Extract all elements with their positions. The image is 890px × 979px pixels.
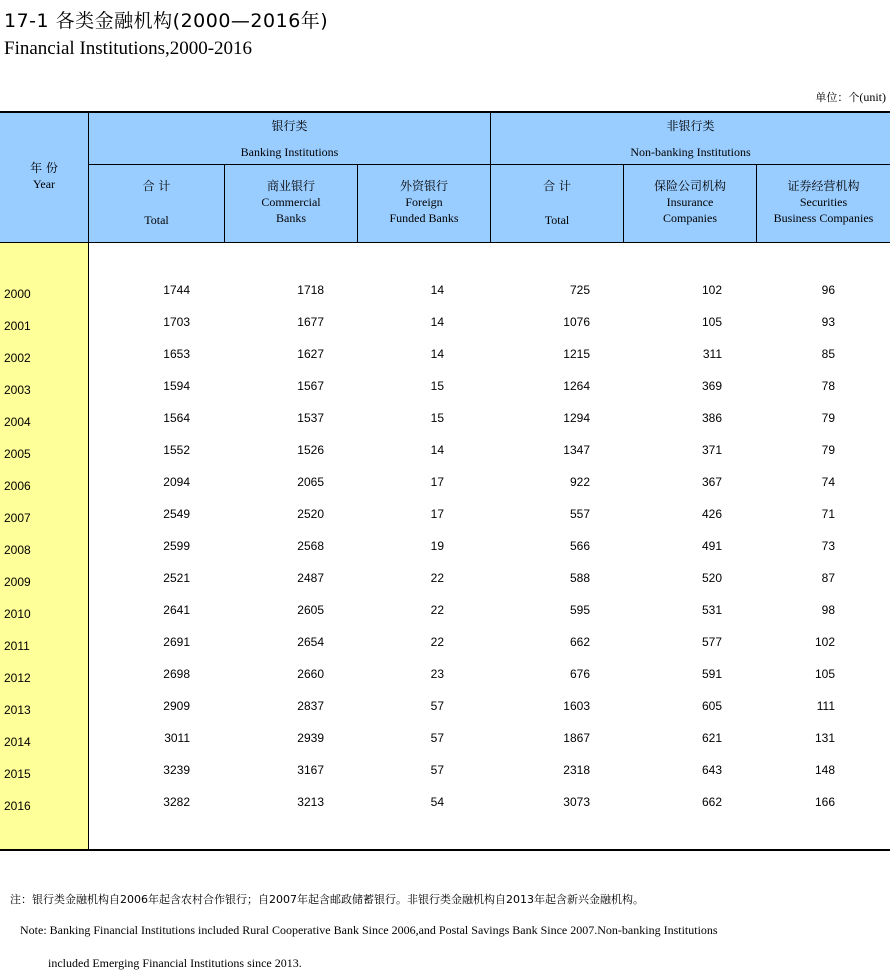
- row-year: 2001: [4, 319, 31, 333]
- table-bottom-rule: [0, 849, 890, 851]
- table-cell: 2837: [297, 699, 324, 713]
- table-cell: 2521: [163, 571, 190, 585]
- unit-label-cn: 单位：个: [815, 91, 860, 104]
- table-row: [0, 699, 890, 719]
- row-year: 2011: [4, 639, 30, 653]
- table-cell: 1603: [563, 699, 590, 713]
- page-title-en: Financial Institutions,2000-2016: [4, 38, 253, 59]
- row-year: 2003: [4, 383, 31, 397]
- table-cell: 557: [569, 507, 590, 521]
- table-cell: 595: [569, 603, 590, 617]
- year-header-en: Year: [32, 177, 56, 191]
- table-cell: 1526: [297, 443, 324, 457]
- table-cell: 725: [569, 283, 590, 297]
- table-cell: 2520: [297, 507, 324, 521]
- table-cell: 1677: [297, 315, 324, 329]
- table-cell: 54: [430, 795, 444, 809]
- row-year: 2010: [4, 607, 31, 621]
- footnote-cn: 注：银行类金融机构自2006年起含农村合作银行；自2007年起含邮政储蓄银行。非银行类金融机构自2013年起含新兴金融机构。: [10, 893, 644, 906]
- table-cell: 14: [430, 315, 444, 329]
- table-cell: 2065: [297, 475, 324, 489]
- table-cell: 577: [701, 635, 722, 649]
- table-cell: 96: [821, 283, 835, 297]
- table-row: [0, 379, 890, 399]
- table-cell: 2605: [297, 603, 324, 617]
- row-year: 2007: [4, 511, 31, 525]
- table-cell: 15: [430, 411, 444, 425]
- table-row: [0, 507, 890, 527]
- table-cell: 676: [569, 667, 590, 681]
- table-cell: 1744: [163, 283, 190, 297]
- table-cell: 93: [821, 315, 835, 329]
- table-cell: 1076: [563, 315, 590, 329]
- table-cell: 78: [821, 379, 835, 393]
- table-cell: 367: [701, 475, 722, 489]
- table-row: [0, 347, 890, 367]
- row-year: 2004: [4, 415, 31, 429]
- table-cell: 22: [430, 571, 444, 585]
- table-cell: 1718: [297, 283, 324, 297]
- page-title-cn: 17-1 各类金融机构(2000—2016年): [4, 10, 329, 32]
- row-year: 2000: [4, 287, 31, 301]
- year-header: [0, 160, 88, 192]
- unit-label-en: (unit): [859, 90, 886, 104]
- table-cell: 588: [569, 571, 590, 585]
- table-row: [0, 795, 890, 815]
- table-cell: 1215: [563, 347, 590, 361]
- table-cell: 643: [701, 763, 722, 777]
- column-header-commercial-banks: [225, 178, 357, 226]
- footnote-en-line2: included Emerging Financial Institutions since 2013.: [48, 956, 302, 970]
- table-cell: 87: [821, 571, 835, 585]
- column-header-en1: Securities: [799, 195, 848, 209]
- table-cell: 369: [701, 379, 722, 393]
- table-cell: 1594: [163, 379, 190, 393]
- table-row: [0, 539, 890, 559]
- unit-label: [815, 89, 886, 105]
- table-row: [0, 635, 890, 655]
- table-cell: 520: [701, 571, 722, 585]
- banking-group-cn: 银行类: [271, 119, 308, 133]
- table-cell: 79: [821, 411, 835, 425]
- column-header-en1: Foreign: [405, 195, 443, 209]
- column-header-en2: Business Companies: [773, 211, 874, 225]
- table-cell: 491: [701, 539, 722, 553]
- table-cell: 1564: [163, 411, 190, 425]
- table-cell: 2691: [163, 635, 190, 649]
- table-cell: 148: [814, 763, 835, 777]
- table-cell: 662: [701, 795, 722, 809]
- table-cell: 166: [814, 795, 835, 809]
- nonbanking-group-cn: 非银行类: [666, 119, 715, 133]
- table-cell: 922: [569, 475, 590, 489]
- table-cell: 14: [430, 443, 444, 457]
- table-cell: 2094: [163, 475, 190, 489]
- table-cell: 73: [821, 539, 835, 553]
- column-header-cn: 保险公司机构: [653, 179, 726, 193]
- table-row: [0, 731, 890, 751]
- table-cell: 19: [430, 539, 444, 553]
- table-row: [0, 603, 890, 623]
- column-header-en2: Banks: [276, 211, 306, 225]
- table-row: [0, 443, 890, 463]
- column-header-banking-total: [89, 178, 224, 228]
- table-cell: 57: [430, 731, 444, 745]
- table-cell: 2599: [163, 539, 190, 553]
- row-year: 2015: [4, 767, 31, 781]
- table-cell: 15: [430, 379, 444, 393]
- table-cell: 311: [702, 347, 722, 361]
- column-header-en2: Companies: [663, 211, 717, 225]
- column-header-cn: 证券经营机构: [787, 179, 860, 193]
- row-year: 2006: [4, 479, 31, 493]
- table-cell: 1567: [297, 379, 324, 393]
- nonbanking-group-header: [491, 118, 890, 160]
- table-cell: 2939: [297, 731, 324, 745]
- row-year: 2016: [4, 799, 31, 813]
- row-year: 2009: [4, 575, 31, 589]
- table-cell: 1347: [563, 443, 590, 457]
- table-row: [0, 283, 890, 303]
- table-cell: 1627: [297, 347, 324, 361]
- table-cell: 2698: [163, 667, 190, 681]
- table-row: [0, 667, 890, 687]
- table-cell: 2549: [163, 507, 190, 521]
- table-cell: 3282: [163, 795, 190, 809]
- column-header-cn: 商业银行: [266, 179, 315, 193]
- table-cell: 22: [430, 603, 444, 617]
- table-cell: 371: [701, 443, 722, 457]
- row-year: 2008: [4, 543, 31, 557]
- table-cell: 131: [814, 731, 835, 745]
- table-cell: 2660: [297, 667, 324, 681]
- table-cell: 105: [814, 667, 835, 681]
- column-header-en1: Commercial: [261, 195, 321, 209]
- table-cell: 71: [821, 507, 835, 521]
- table-top-rule: [0, 111, 890, 113]
- nonbanking-group-en: Non-banking Institutions: [630, 145, 751, 159]
- table-cell: 22: [430, 635, 444, 649]
- table-cell: 105: [701, 315, 722, 329]
- table-cell: 74: [821, 475, 835, 489]
- table-cell: 1703: [163, 315, 190, 329]
- table-cell: 57: [430, 699, 444, 713]
- table-cell: 14: [430, 347, 444, 361]
- table-cell: 3011: [164, 731, 190, 745]
- table-cell: 2909: [163, 699, 190, 713]
- column-header-nonbanking-total: [491, 178, 623, 228]
- table-cell: 23: [430, 667, 444, 681]
- table-cell: 2654: [297, 635, 324, 649]
- table-cell: 605: [701, 699, 722, 713]
- table-cell: 3239: [163, 763, 190, 777]
- table-row: [0, 315, 890, 335]
- table-cell: 102: [814, 635, 835, 649]
- table-cell: 3213: [297, 795, 324, 809]
- table-cell: 17: [430, 507, 444, 521]
- row-year: 2013: [4, 703, 31, 717]
- table-cell: 102: [701, 283, 722, 297]
- table-cell: 662: [569, 635, 590, 649]
- column-header-cn: 合 计: [142, 179, 171, 193]
- banking-group-header: [89, 118, 490, 160]
- table-cell: 57: [430, 763, 444, 777]
- column-header-cn: 合 计: [543, 179, 571, 193]
- table-cell: 1653: [163, 347, 190, 361]
- table-cell: 1867: [563, 731, 590, 745]
- table-cell: 17: [430, 475, 444, 489]
- table-cell: 2487: [297, 571, 324, 585]
- table-row: [0, 571, 890, 591]
- table-cell: 386: [701, 411, 722, 425]
- year-header-cn: 年 份: [30, 161, 58, 175]
- column-header-en2: Total: [144, 213, 169, 227]
- table-cell: 426: [701, 507, 722, 521]
- column-header-en1: Insurance: [666, 195, 714, 209]
- banking-group-en: Banking Institutions: [240, 145, 339, 159]
- column-header-en2: Funded Banks: [389, 211, 459, 225]
- table-cell: 1264: [563, 379, 590, 393]
- table-cell: 98: [821, 603, 835, 617]
- row-year: 2005: [4, 447, 31, 461]
- table-cell: 591: [701, 667, 722, 681]
- table-cell: 111: [816, 699, 835, 713]
- row-year: 2002: [4, 351, 31, 365]
- table-row: [0, 475, 890, 495]
- table-cell: 1552: [163, 443, 190, 457]
- table-cell: 531: [701, 603, 722, 617]
- table-cell: 85: [821, 347, 835, 361]
- column-header-en1: [89, 194, 224, 210]
- column-header-cn: 外资银行: [399, 179, 448, 193]
- table-cell: 14: [430, 283, 444, 297]
- table-cell: 2318: [563, 763, 590, 777]
- table-row: [0, 411, 890, 431]
- column-header-en2: Total: [544, 213, 570, 227]
- table-cell: 1294: [563, 411, 590, 425]
- table-cell: 3167: [297, 763, 324, 777]
- table-cell: 621: [701, 731, 722, 745]
- column-header-en1: [491, 194, 623, 210]
- column-header-insurance: [624, 178, 756, 226]
- table-cell: 566: [569, 539, 590, 553]
- column-header-securities: [757, 178, 890, 226]
- table-cell: 1537: [297, 411, 324, 425]
- table-row: [0, 763, 890, 783]
- footnote-en-line1: Note: Banking Financial Institutions included Rural Cooperative Bank Since 2006,and Postal Savings Bank Since 2007.Non-banking Institutions: [20, 923, 718, 937]
- table-cell: 3073: [563, 795, 590, 809]
- table-cell: 79: [821, 443, 835, 457]
- table-cell: 2641: [163, 603, 190, 617]
- row-year: 2012: [4, 671, 31, 685]
- column-header-foreign-banks: [358, 178, 490, 226]
- table-cell: 2568: [297, 539, 324, 553]
- row-year: 2014: [4, 735, 31, 749]
